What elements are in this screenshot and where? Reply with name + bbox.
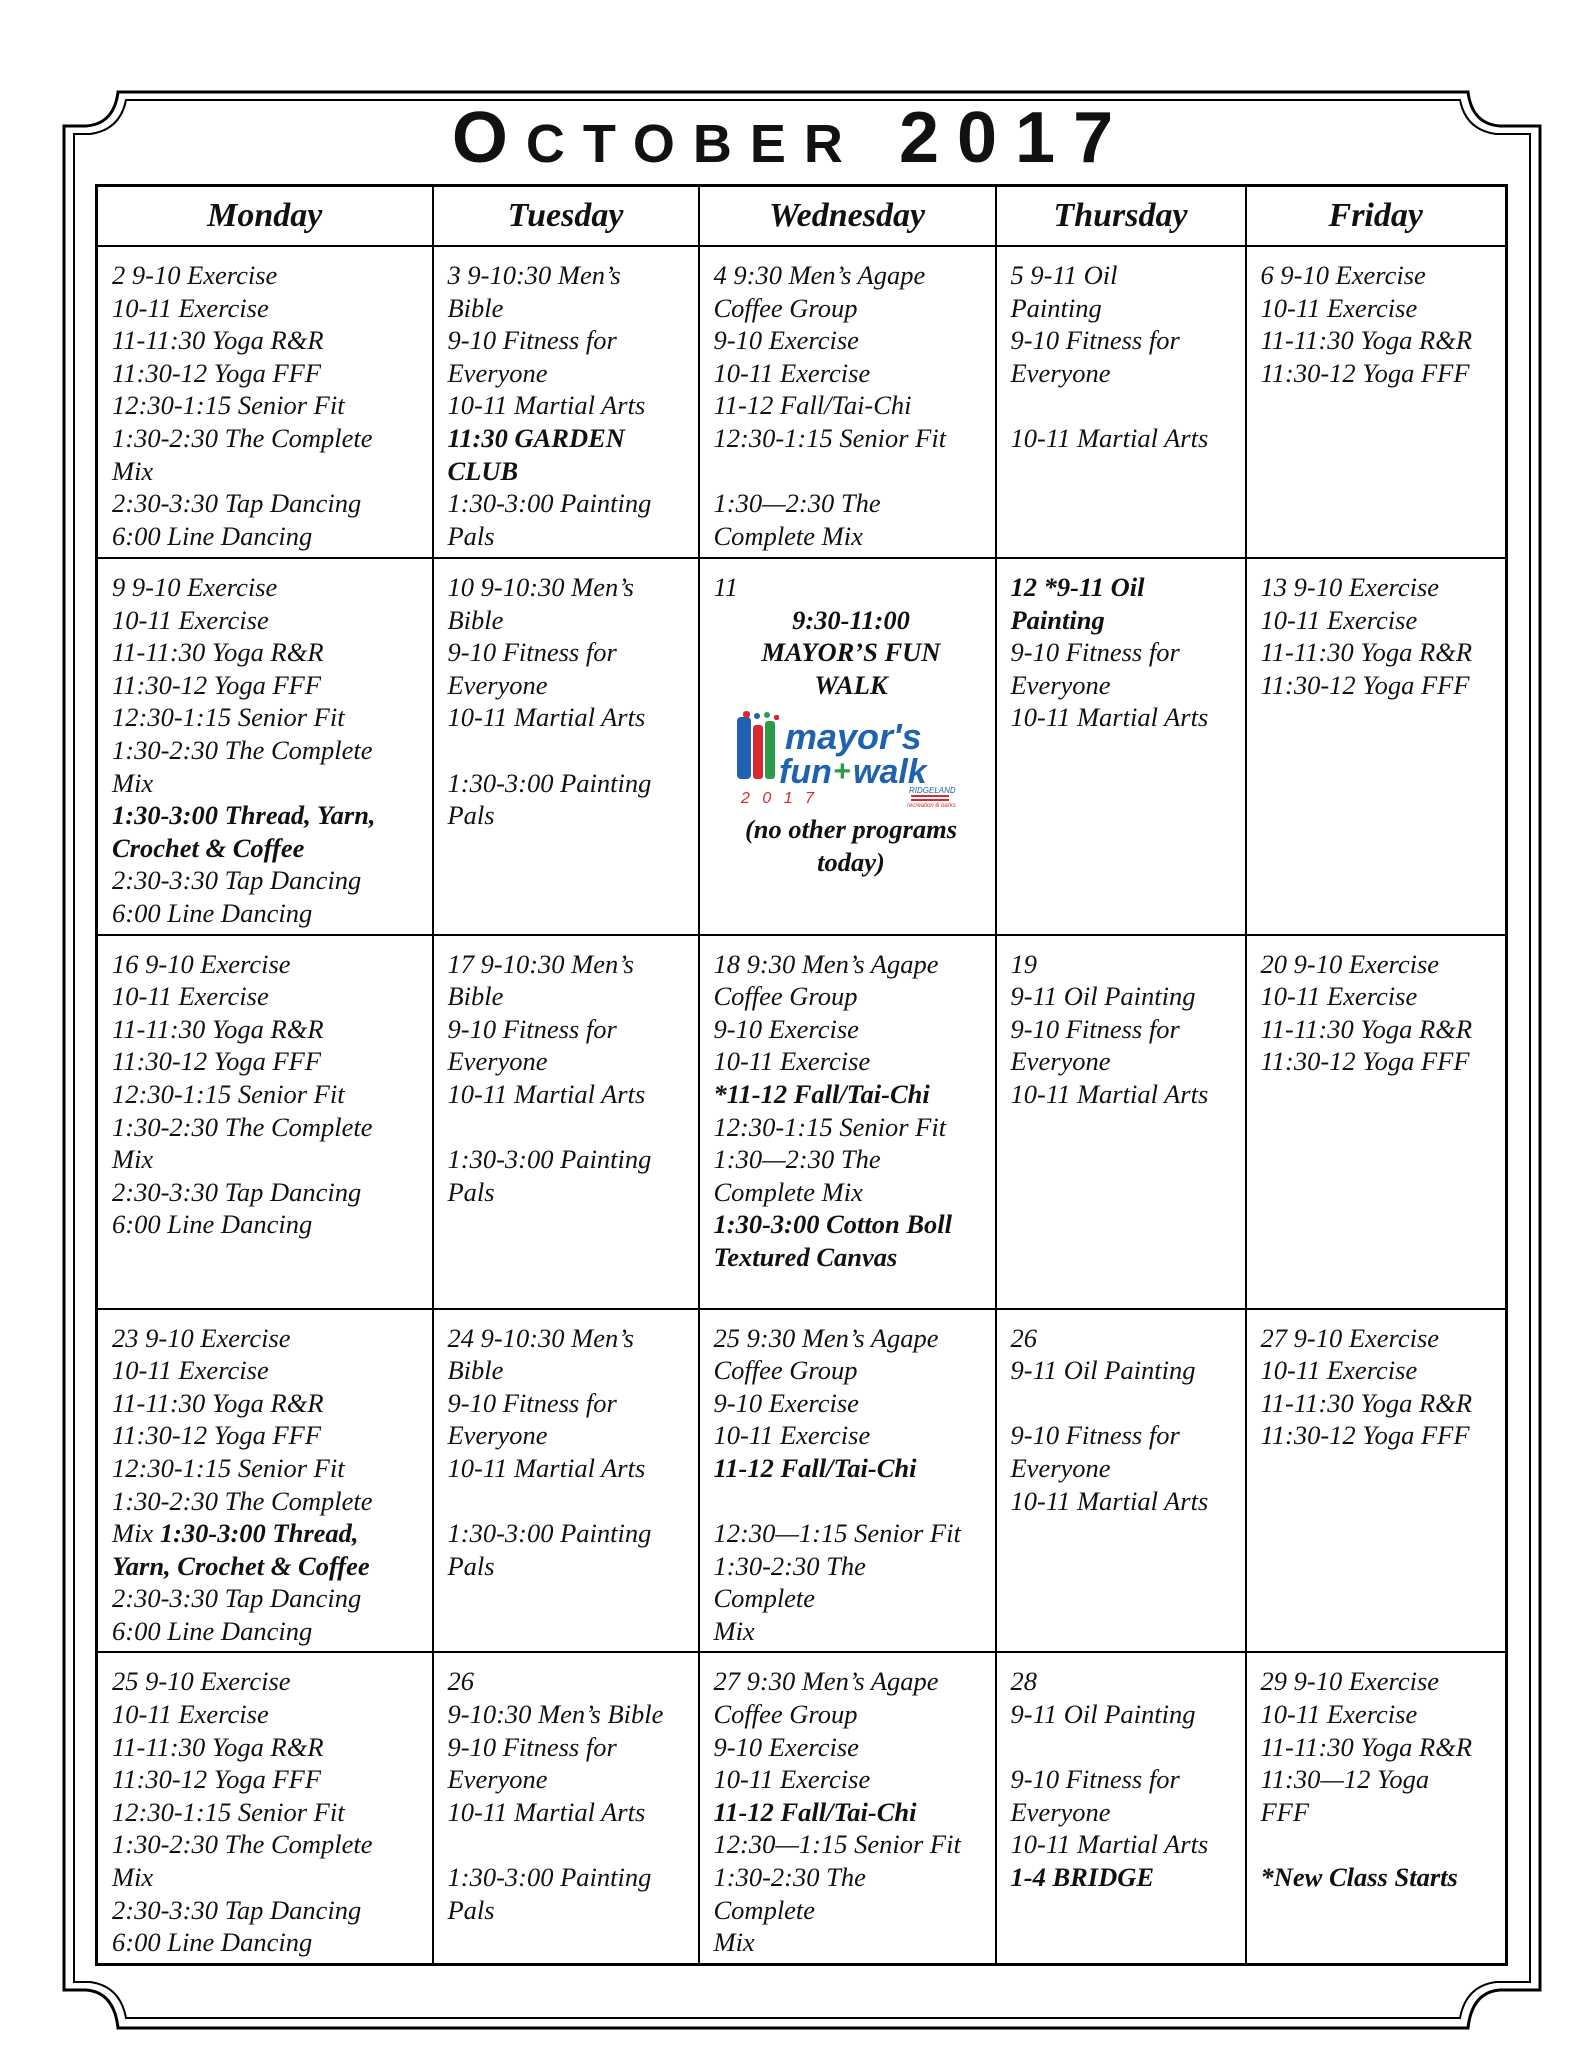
schedule-line: 4 9:30 Men’s Agape [713, 260, 926, 290]
schedule-line: 11-11:30 Yoga R&R [1260, 1387, 1473, 1418]
schedule-line: 6:00 Line Dancing [112, 1615, 313, 1646]
schedule-line [714, 455, 989, 488]
day-cell-thursday [996, 1652, 1246, 1964]
schedule-line [448, 1828, 692, 1861]
schedule-line: 3 9-10:30 Men’s [447, 260, 621, 290]
schedule-line: 26 [1010, 1322, 1037, 1353]
schedule-line: 2:30-3:30 Tap Dancing [112, 488, 362, 519]
schedule-line [714, 1485, 989, 1518]
schedule-line: 24 9-10:30 Men’s [447, 1322, 634, 1353]
day-cell-friday [1246, 935, 1507, 1309]
day-cell-thursday [996, 1309, 1246, 1653]
schedule-line: 9-10 Fitness for [447, 1387, 617, 1418]
schedule-line: 29 9-10 Exercise [1260, 1666, 1440, 1697]
svg-text:2 0 1 7: 2 0 1 7 [741, 790, 818, 808]
schedule-line: 6:00 Line Dancing [112, 1927, 313, 1958]
schedule-line: 11:30-12 Yoga FFF [1260, 1420, 1470, 1451]
schedule-line: Bible [447, 1355, 504, 1386]
week-row [97, 1309, 1507, 1653]
schedule-line: 11:30 GARDEN [447, 422, 625, 453]
day-cell-monday [97, 1652, 433, 1964]
schedule-line: Everyone [1010, 1796, 1111, 1827]
schedule-line: 17 9-10:30 Men’s [447, 948, 634, 979]
schedule-line: 9-10 Exercise [713, 1731, 859, 1762]
svg-text:recreation & parks: recreation & parks [907, 803, 956, 808]
mayors-fun-walk-logo [714, 711, 989, 807]
header-monday: Monday [97, 186, 433, 247]
schedule-line: 2:30-3:30 Tap Dancing [112, 1176, 362, 1207]
schedule-line: 16 9-10 Exercise [112, 948, 291, 979]
schedule-line: Everyone [447, 1420, 548, 1451]
schedule-line: CLUB [447, 455, 519, 486]
schedule-line: Mix [112, 1144, 154, 1175]
schedule-line: 12:30-1:15 Senior Fit [112, 1452, 345, 1483]
schedule-line: 11-11:30 Yoga R&R [112, 637, 324, 668]
schedule-line: 12:30-1:15 Senior Fit [112, 1796, 345, 1827]
schedule-line: Yarn, Crochet & Coffee [112, 1550, 370, 1581]
schedule-line: Mix [112, 455, 154, 486]
schedule-line: 11-11:30 Yoga R&R [1260, 325, 1473, 356]
schedule-line: 1-4 BRIDGE [1010, 1862, 1155, 1893]
schedule-line: Bible [447, 292, 504, 323]
schedule-line: 12:30-1:15 Senior Fit [112, 702, 345, 733]
schedule-line: *11-12 Fall/Tai-Chi [713, 1078, 930, 1109]
day-cell-monday [97, 558, 433, 935]
day-cell-wednesday [699, 246, 996, 558]
schedule-line: 12:30-1:15 Senior Fit [713, 422, 947, 453]
week-row [97, 1652, 1507, 1964]
schedule-line: 10-11 Exercise [112, 981, 269, 1012]
schedule-line: 12:30-1:15 Senior Fit [713, 1111, 947, 1142]
schedule-line: 2:30-3:30 Tap Dancing [112, 1894, 362, 1925]
schedule-line: 10-11 Exercise [713, 1420, 871, 1451]
schedule-line: 2 9-10 Exercise [112, 260, 278, 290]
schedule-line: 10-11 Martial Arts [1010, 702, 1209, 733]
header-friday: Friday [1246, 186, 1507, 247]
day-cell-friday [1246, 1652, 1507, 1964]
schedule-line: 9-11 Oil Painting [1010, 1355, 1196, 1386]
schedule-line: 13 9-10 Exercise [1260, 572, 1440, 602]
schedule-line: Everyone [1010, 669, 1111, 700]
schedule-line: 1:30-2:30 The Complete [112, 1829, 373, 1860]
schedule-line: Complete Mix [713, 520, 863, 551]
schedule-line: 10-11 Martial Arts [447, 1796, 646, 1827]
schedule-line: 9-10 Fitness for [1010, 1420, 1180, 1451]
schedule-line: 9-11 Oil Painting [1010, 981, 1196, 1012]
day-cell-monday [97, 246, 433, 558]
day-cell-tuesday [433, 558, 699, 935]
schedule-line [448, 1485, 692, 1518]
schedule-line: 11:30-12 Yoga FFF [112, 357, 322, 388]
schedule-line: WALK [814, 669, 888, 700]
schedule-line: 11:30-12 Yoga FFF [112, 1764, 322, 1795]
schedule-line: 11:30—12 Yoga [1260, 1764, 1430, 1795]
schedule-line: 11-11:30 Yoga R&R [112, 1387, 324, 1418]
schedule-line: 6 9-10 Exercise [1260, 260, 1426, 290]
schedule-line: 6:00 Line Dancing [112, 520, 313, 551]
schedule-line: Mix [112, 1862, 154, 1893]
schedule-line: 1:30-2:30 The Complete [112, 734, 373, 765]
schedule-line: 12 *9-11 Oil [1010, 572, 1145, 602]
schedule-line: Pals [447, 800, 495, 831]
schedule-line: Complete [713, 1583, 816, 1614]
schedule-line: (no other programs [744, 814, 958, 845]
schedule-line: Everyone [447, 357, 548, 388]
schedule-line: 9-10 Fitness for [447, 637, 617, 668]
schedule-line: 12:30-1:15 Senior Fit [112, 390, 345, 421]
schedule-line: 25 9:30 Men’s Agape [713, 1322, 939, 1353]
schedule-line: 28 [1010, 1666, 1037, 1697]
schedule-line: 10 9-10:30 Men’s [447, 572, 634, 602]
schedule-line: 9-10 Fitness for [447, 1013, 617, 1044]
calendar-grid [95, 184, 1508, 1966]
schedule-line: Coffee Group [713, 1699, 858, 1730]
day-cell-thursday [996, 935, 1246, 1309]
day-cell-thursday [996, 246, 1246, 558]
schedule-line: 11-11:30 Yoga R&R [1260, 1731, 1473, 1762]
day-cell-wednesday [699, 935, 996, 1309]
schedule-line: 10-11 Exercise [1260, 1355, 1418, 1386]
schedule-line: Pals [447, 1894, 495, 1925]
schedule-line: 1:30-2:30 The [713, 1862, 866, 1893]
week-row [97, 246, 1507, 558]
schedule-line: 1:30-3:00 Painting [447, 767, 652, 798]
schedule-line: 2:30-3:30 Tap Dancing [112, 865, 362, 896]
svg-text:+: + [833, 755, 851, 789]
day-cell-friday [1246, 1309, 1507, 1653]
schedule-line: 9 9-10 Exercise [112, 572, 278, 602]
schedule-line: Pals [447, 1550, 495, 1581]
schedule-line: 1:30-3:00 Painting [447, 1862, 652, 1893]
schedule-line: 1:30-3:00 Cotton Boll [713, 1209, 953, 1240]
schedule-line: 1:30-3:00 Painting [447, 1518, 652, 1549]
svg-text:fun: fun [779, 753, 832, 792]
schedule-line: 10-11 Martial Arts [1010, 1078, 1209, 1109]
schedule-line: Mix [112, 767, 154, 798]
schedule-line: 11:30-12 Yoga FFF [1260, 357, 1470, 388]
schedule-line: 9-10 Fitness for [447, 325, 617, 356]
day-cell-tuesday [433, 1309, 699, 1653]
day-cell-thursday [996, 558, 1246, 935]
schedule-line: 1:30-2:30 The [713, 1550, 866, 1581]
schedule-line: 1:30-2:30 The Complete [112, 1111, 373, 1142]
day-cell-monday [97, 935, 433, 1309]
schedule-line: 11-11:30 Yoga R&R [1260, 1013, 1473, 1044]
schedule-line: 11-11:30 Yoga R&R [112, 325, 324, 356]
schedule-line: 11:30-12 Yoga FFF [112, 669, 322, 700]
schedule-line: 10-11 Exercise [713, 1046, 871, 1077]
schedule-line: FFF [1260, 1796, 1310, 1827]
schedule-line: 10-11 Martial Arts [1010, 1829, 1209, 1860]
schedule-line: 10-11 Exercise [112, 604, 269, 635]
schedule-line: *New Class Starts [1260, 1862, 1458, 1893]
schedule-line: 5 9-11 Oil [1010, 260, 1118, 290]
week-row [97, 558, 1507, 935]
week-row [97, 935, 1507, 1309]
schedule-line: Complete Mix [713, 1176, 863, 1207]
schedule-line [1011, 1387, 1239, 1420]
schedule-line: 25 9-10 Exercise [112, 1666, 291, 1697]
schedule-line: Mix [713, 1927, 755, 1958]
schedule-line: 9-10 Exercise [713, 325, 859, 356]
schedule-line: 26 [447, 1666, 474, 1697]
day-cell-tuesday [433, 246, 699, 558]
schedule-line: Everyone [447, 1764, 548, 1795]
schedule-line: 20 9-10 Exercise [1260, 948, 1440, 979]
schedule-line [448, 1111, 692, 1144]
schedule-line: 6:00 Line Dancing [112, 1209, 313, 1240]
schedule-line: 1:30-3:00 Painting [447, 1144, 652, 1175]
schedule-line: 11-11:30 Yoga R&R [112, 1013, 324, 1044]
svg-text:mayor's: mayor's [785, 716, 922, 758]
schedule-line: 10-11 Martial Arts [447, 1452, 646, 1483]
schedule-line: 9-10 Fitness for [1010, 637, 1180, 668]
schedule-line [112, 1517, 426, 1550]
schedule-line: Crochet & Coffee [112, 832, 305, 863]
schedule-line: 9:30-11:00 [792, 604, 910, 635]
calendar-title: OCTOBER 2017 [451, 98, 1132, 178]
schedule-line: 1:30-3:00 Thread, Yarn, [112, 800, 376, 831]
schedule-line: 27 9-10 Exercise [1260, 1322, 1440, 1353]
day-cell-wednesday [699, 558, 996, 935]
schedule-line: 18 9:30 Men’s Agape [713, 948, 939, 979]
schedule-line: 10-11 Exercise [112, 292, 269, 323]
schedule-line: 9-10:30 Men’s Bible [447, 1699, 664, 1730]
day-cell-tuesday [433, 1652, 699, 1964]
schedule-line: 1:30-2:30 The Complete [112, 1485, 373, 1516]
header-thursday: Thursday [996, 186, 1246, 247]
schedule-line: 11-11:30 Yoga R&R [1260, 637, 1473, 668]
schedule-line: Textured Canvas [713, 1241, 898, 1272]
schedule-line: 10-11 Exercise [1260, 981, 1418, 1012]
schedule-line: 11-12 Fall/Tai-Chi [713, 390, 912, 421]
schedule-line [1011, 1731, 1239, 1764]
day-cell-tuesday [433, 935, 699, 1309]
day-cell-wednesday [699, 1652, 996, 1964]
schedule-line: 11 [713, 572, 739, 602]
schedule-line: 11-12 Fall/Tai-Chi [713, 1796, 917, 1827]
schedule-line-bold-part: 1:30-3:00 Thread, [159, 1518, 359, 1549]
schedule-line: Pals [447, 520, 495, 551]
schedule-line: 11-11:30 Yoga R&R [112, 1731, 324, 1762]
schedule-line: Complete [713, 1894, 816, 1925]
schedule-line: 10-11 Martial Arts [447, 1078, 646, 1109]
schedule-line: Everyone [447, 669, 548, 700]
schedule-line: MAYOR’S FUN [761, 637, 941, 668]
schedule-line: 10-11 Exercise [1260, 292, 1418, 323]
schedule-line-part: Mix [112, 1518, 160, 1549]
schedule-line: 23 9-10 Exercise [112, 1322, 291, 1353]
schedule-line [1011, 389, 1239, 422]
schedule-line: Bible [447, 981, 504, 1012]
schedule-line: 9-11 Oil Painting [1010, 1699, 1196, 1730]
weekday-header-row [97, 186, 1507, 247]
schedule-line: 1:30-2:30 The Complete [112, 422, 373, 453]
svg-text:walk: walk [853, 753, 927, 792]
header-wednesday: Wednesday [699, 186, 996, 247]
schedule-line: Painting [1010, 292, 1102, 323]
schedule-line: 11:30-12 Yoga FFF [1260, 1046, 1470, 1077]
schedule-line: 10-11 Exercise [713, 1764, 871, 1795]
schedule-line [1261, 1828, 1500, 1861]
schedule-line: 9-10 Fitness for [447, 1731, 617, 1762]
schedule-line: 9-10 Fitness for [1010, 1764, 1180, 1795]
schedule-line: 10-11 Exercise [112, 1699, 269, 1730]
schedule-line: Everyone [1010, 1452, 1111, 1483]
schedule-line: 9-10 Exercise [713, 1387, 859, 1418]
schedule-line: 11:30-12 Yoga FFF [112, 1046, 322, 1077]
schedule-line: 9-10 Fitness for [1010, 1013, 1180, 1044]
schedule-line: 1:30—2:30 The [713, 1144, 881, 1175]
schedule-line: Coffee Group [713, 1355, 858, 1386]
header-tuesday: Tuesday [433, 186, 699, 247]
schedule-line: today) [817, 846, 885, 877]
schedule-line: 12:30—1:15 Senior Fit [713, 1518, 961, 1549]
schedule-line: 19 [1010, 948, 1037, 979]
schedule-line: Coffee Group [713, 292, 858, 323]
day-cell-wednesday [699, 1309, 996, 1653]
schedule-line: 11-12 Fall/Tai-Chi [713, 1452, 917, 1483]
schedule-line: Bible [447, 604, 504, 635]
schedule-line: 10-11 Martial Arts [1010, 1485, 1209, 1516]
schedule-line: 9-10 Exercise [713, 1013, 859, 1044]
schedule-line [448, 734, 692, 767]
schedule-line: 2:30-3:30 Tap Dancing [112, 1583, 362, 1614]
schedule-line: 11:30-12 Yoga FFF [1260, 669, 1470, 700]
schedule-line: 10-11 Martial Arts [1010, 422, 1209, 453]
schedule-line: 10-11 Exercise [1260, 604, 1418, 635]
schedule-line: Pals [447, 1176, 495, 1207]
schedule-line: Mix [713, 1615, 755, 1646]
schedule-line: 10-11 Exercise [112, 1355, 269, 1386]
schedule-line: Everyone [1010, 1046, 1111, 1077]
schedule-line: 1:30—2:30 The [713, 488, 881, 519]
svg-text:RIDGELAND: RIDGELAND [909, 786, 956, 796]
schedule-line: Everyone [447, 1046, 548, 1077]
schedule-line: 10-11 Martial Arts [447, 702, 646, 733]
schedule-line: 10-11 Martial Arts [447, 390, 646, 421]
schedule-line: 1:30-3:00 Painting [447, 488, 652, 519]
schedule-line: Coffee Group [713, 981, 858, 1012]
day-cell-monday [97, 1309, 433, 1653]
schedule-line: 6:00 Line Dancing [112, 897, 313, 928]
schedule-line: 10-11 Exercise [1260, 1699, 1418, 1730]
schedule-line: Painting [1010, 604, 1105, 635]
day-cell-friday [1246, 558, 1507, 935]
schedule-line: 12:30-1:15 Senior Fit [112, 1078, 345, 1109]
schedule-line: 11:30-12 Yoga FFF [112, 1420, 322, 1451]
schedule-line: 10-11 Exercise [713, 357, 871, 388]
day-cell-friday [1246, 246, 1507, 558]
schedule-line: 27 9:30 Men’s Agape [713, 1666, 939, 1697]
schedule-line: 9-10 Fitness for [1010, 325, 1180, 356]
schedule-line: Everyone [1010, 357, 1111, 388]
schedule-line: 12:30—1:15 Senior Fit [713, 1829, 961, 1860]
